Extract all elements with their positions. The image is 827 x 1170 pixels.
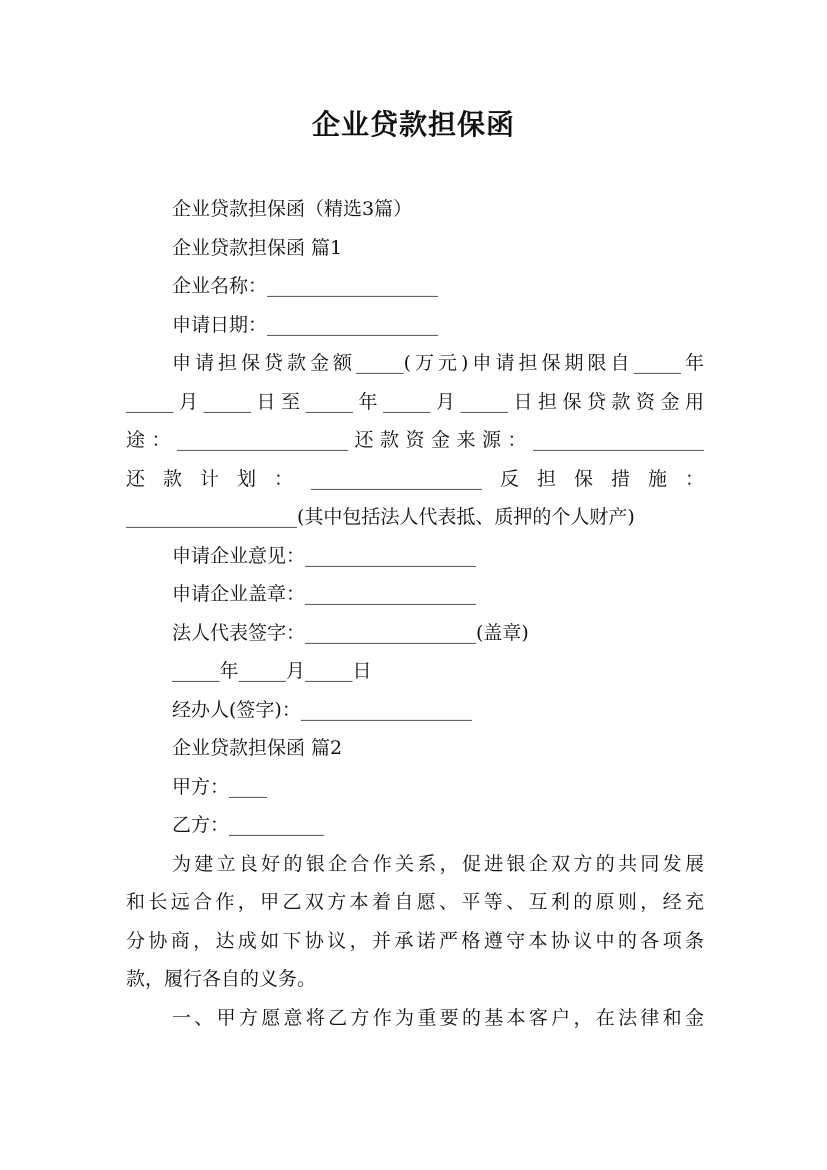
counter-guarantee-line: __________________(其中包括法人代表抵、质押的个人财产): [126, 506, 635, 528]
company-name-field: 企业名称：__________________: [172, 275, 439, 297]
loan-period-line: _____月_____日至_____年_____月_____日担保贷款资金用: [126, 390, 704, 413]
party-a-field: 甲方：____: [172, 775, 268, 798]
document-body: [126, 190, 704, 1037]
company-seal-field: 申请企业盖章：__________________: [172, 583, 477, 605]
application-date-field: 申请日期：__________________: [172, 313, 439, 336]
agreement-paragraph-line-2: 和长远合作，甲乙双方本着自愿、平等、互利的原则，经充: [126, 891, 704, 913]
date-field: _____年_____月_____日: [172, 660, 372, 682]
handler-signature-field: 经办人(签字)：__________________: [172, 698, 472, 721]
agreement-paragraph-line-3: 分协商，达成如下协议，并承诺严格遵守本协议中的各项条: [126, 929, 704, 952]
loan-amount-line: 申请担保贷款金额_____(万元)申请担保期限自_____年: [172, 352, 704, 374]
repayment-plan-line: 还款计划：__________________反担保措施：: [126, 467, 704, 490]
agreement-paragraph-line-4: 款，履行各自的义务。: [126, 968, 317, 990]
clause-1-line: 一、甲方愿意将乙方作为重要的基本客户，在法律和金: [172, 1006, 704, 1029]
doc-line-intro: 企业贷款担保函（精选3篇）: [172, 198, 413, 220]
party-b-field: 乙方：__________: [172, 814, 325, 836]
section-heading-1: 企业贷款担保函 篇1: [172, 236, 343, 259]
legal-rep-signature-field: 法人代表签字：__________________(盖章): [172, 621, 529, 644]
fund-purpose-line: 途：__________________还款资金来源：__________________: [126, 429, 704, 451]
company-opinion-field: 申请企业意见：__________________: [172, 544, 477, 567]
section-heading-2: 企业贷款担保函 篇2: [172, 737, 343, 759]
agreement-paragraph-line-1: 为建立良好的银企合作关系，促进银企双方的共同发展: [172, 852, 704, 875]
document-title: 企业贷款担保函: [311, 108, 515, 141]
